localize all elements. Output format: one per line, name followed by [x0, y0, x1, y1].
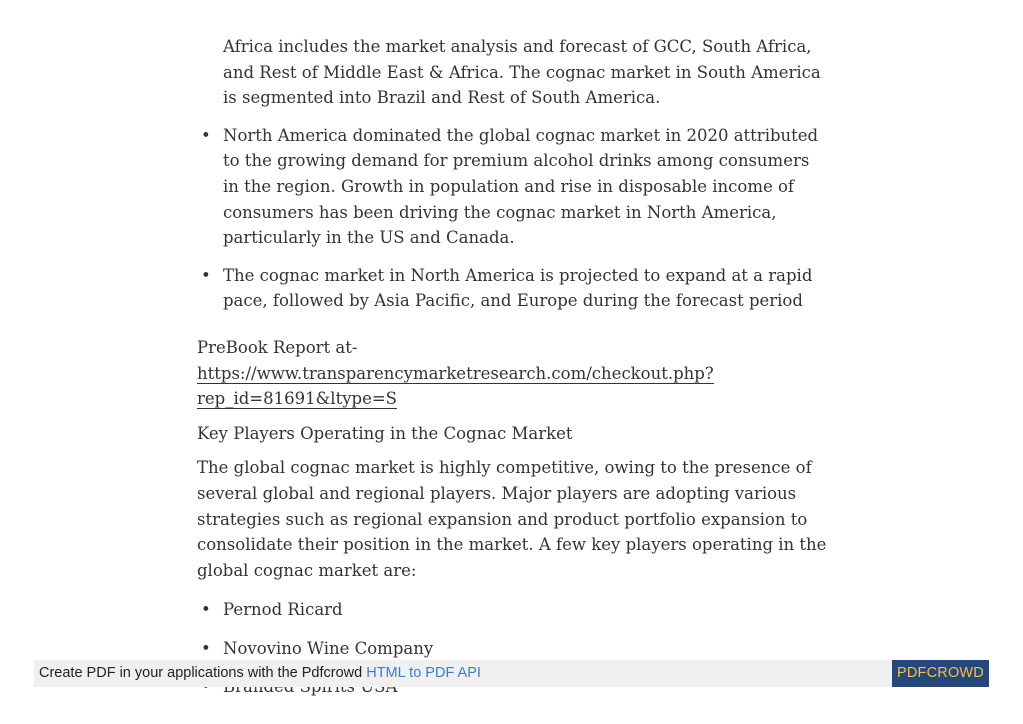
list-item: [197, 263, 829, 314]
list-item: [197, 636, 829, 662]
bullet-icon: •: [201, 265, 211, 285]
list-item: [197, 597, 829, 623]
document-body: [197, 34, 829, 713]
prebook-link-line1: https://www.transparencymarketresearch.com/checkout.php?: [197, 363, 714, 383]
list-item: [197, 123, 829, 251]
footer-message: Create PDF in your applications with the Pdfcrowd: [39, 665, 367, 681]
html-to-pdf-api-link[interactable]: HTML to PDF API: [366, 665, 481, 681]
continued-bullet-text: Africa includes the market analysis and forecast of GCC, South Africa, and Rest of Middle East & Africa. The cognac market in South America is segmented into Brazil and Rest of South America.: [223, 37, 821, 108]
bullet-icon: •: [201, 125, 211, 145]
prebook-label: PreBook Report at-: [197, 337, 358, 357]
player-name: Pernod Ricard: [223, 600, 343, 620]
list-item: [197, 34, 829, 111]
pdfcrowd-brand-button[interactable]: PDFCROWD: [892, 660, 989, 687]
continued-bullet-list: [197, 34, 829, 111]
prebook-report-link[interactable]: [197, 364, 714, 410]
region-bullet-list: [197, 123, 829, 314]
player-name: Novovino Wine Company: [223, 638, 434, 658]
footer-text: [39, 665, 481, 681]
global-market-paragraph: The global cognac market is highly competitive, owing to the presence of several global and regional players. Major players are adopting various strategies such as regional expansion and product portfolio expansion to consolidate their position in the market. A few key players operating in the global cognac market are:: [197, 458, 827, 580]
pdfcrowd-footer-bar: [34, 660, 989, 687]
key-players-heading: Key Players Operating in the Cognac Market: [197, 423, 573, 443]
bullet-text: The cognac market in North America is projected to expand at a rapid pace, followed by Asia Pacific, and Europe during the forecast period: [223, 265, 813, 311]
bullet-icon: •: [201, 638, 211, 658]
bullet-icon: •: [201, 600, 211, 620]
prebook-link-line2: rep_id=81691&ltype=S: [197, 389, 397, 409]
bullet-text: North America dominated the global cognac market in 2020 attributed to the growing demand for premium alcohol drinks among consumers in the region. Growth in population and rise in disposable income of consumers has been driving the cognac market in North America, particularly in the US and Canada.: [223, 125, 819, 248]
prebook-paragraph: [197, 335, 829, 412]
